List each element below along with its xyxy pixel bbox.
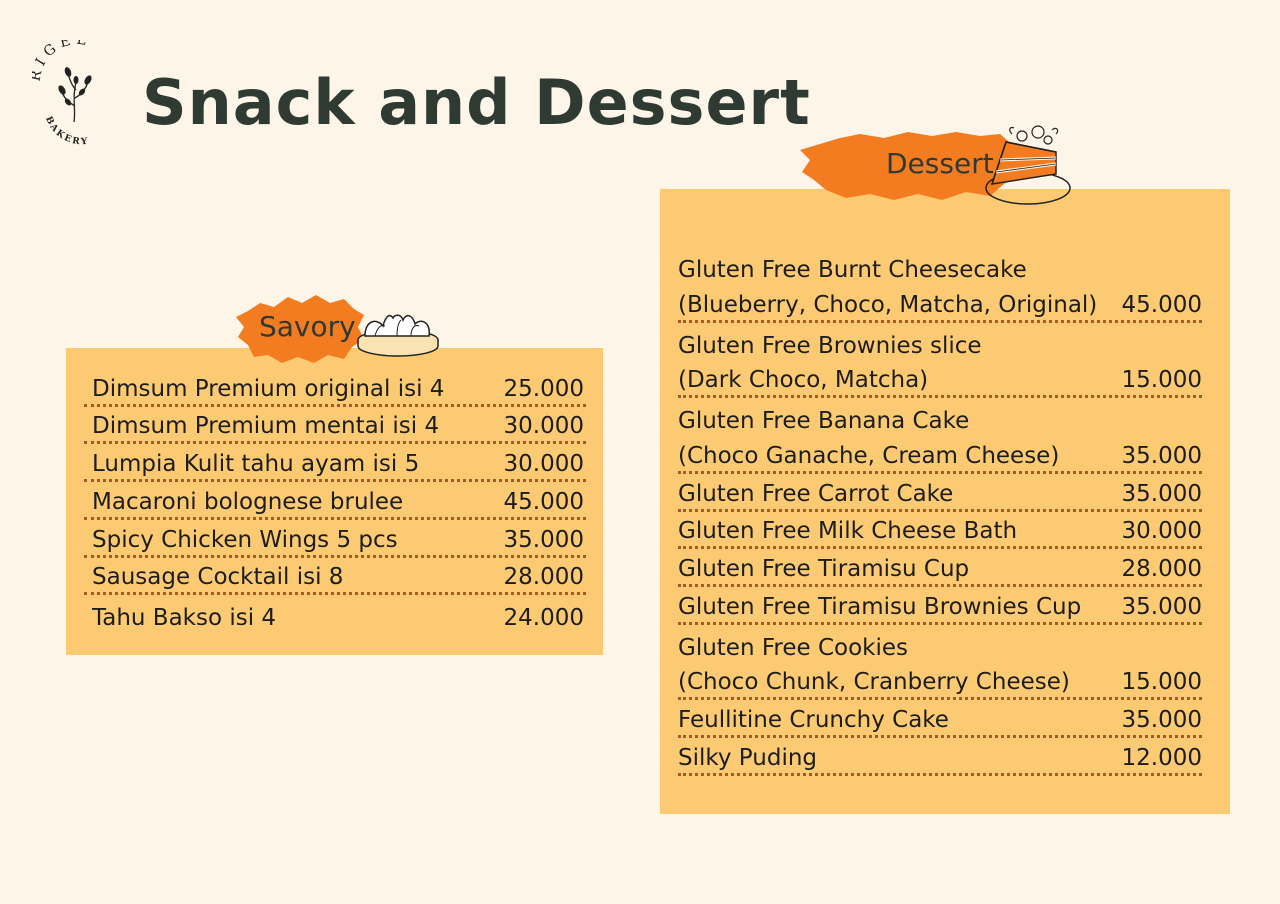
item-price: 28.000	[503, 564, 584, 590]
item-name: Gluten Free Milk Cheese Bath	[678, 518, 1018, 544]
rigel-bakery-logo-icon	[32, 40, 122, 150]
item-name: Silky Puding	[678, 745, 818, 771]
item-name: Dimsum Premium original isi 4	[92, 376, 445, 402]
item-name: Spicy Chicken Wings 5 pcs	[92, 527, 398, 553]
item-name: Gluten Free Banana Cake	[678, 408, 970, 434]
list-item	[84, 487, 586, 520]
list-item	[678, 630, 1202, 663]
item-price: 25.000	[503, 376, 584, 402]
item-price: 28.000	[1121, 556, 1202, 582]
list-item	[678, 667, 1202, 700]
list-item	[678, 365, 1202, 398]
list-item	[678, 592, 1202, 625]
item-name: Macaroni bolognese brulee	[92, 489, 404, 515]
item-name: Sausage Cocktail isi 8	[92, 564, 344, 590]
item-price: 35.000	[1121, 443, 1202, 469]
item-price: 15.000	[1121, 367, 1202, 393]
item-name: (Blueberry, Choco, Matcha, Original)	[678, 292, 1098, 318]
logo-top-text: IGEL	[32, 40, 92, 69]
dimsum-icon	[355, 296, 441, 358]
item-price: 35.000	[1121, 707, 1202, 733]
list-item	[678, 743, 1202, 776]
list-item	[678, 252, 1202, 285]
list-item	[678, 479, 1202, 512]
item-price: 15.000	[1121, 669, 1202, 695]
list-item	[678, 328, 1202, 361]
savory-heading: Savory	[259, 310, 356, 343]
list-item	[84, 411, 586, 444]
dessert-heading: Dessert	[886, 147, 994, 180]
item-price: 12.000	[1121, 745, 1202, 771]
list-item	[84, 600, 586, 633]
item-name: (Choco Chunk, Cranberry Cheese)	[678, 669, 1070, 695]
item-price: 35.000	[1121, 594, 1202, 620]
list-item	[84, 562, 586, 595]
item-price: 35.000	[503, 527, 584, 553]
item-name: (Dark Choco, Matcha)	[678, 367, 929, 393]
item-price: 30.000	[1121, 518, 1202, 544]
list-item	[678, 290, 1202, 323]
item-name: Tahu Bakso isi 4	[92, 605, 277, 631]
item-name: Lumpia Kulit tahu ayam isi 5	[92, 451, 420, 477]
list-item	[678, 705, 1202, 738]
svg-text:RIGEL	[32, 40, 92, 83]
list-item	[678, 441, 1202, 474]
list-item	[84, 449, 586, 482]
item-price: 30.000	[503, 451, 584, 477]
list-item	[84, 525, 586, 558]
item-name: Gluten Free Tiramisu Brownies Cup	[678, 594, 1082, 620]
item-name: Gluten Free Cookies	[678, 635, 909, 661]
item-name: Gluten Free Carrot Cake	[678, 481, 954, 507]
cake-slice-icon	[982, 122, 1074, 212]
item-name: Gluten Free Brownies slice	[678, 333, 982, 359]
item-price: 45.000	[1121, 292, 1202, 318]
list-item	[678, 516, 1202, 549]
page-title: Snack and Dessert	[142, 66, 811, 139]
item-price: 35.000	[1121, 481, 1202, 507]
item-price: 45.000	[503, 489, 584, 515]
item-name: Feullitine Crunchy Cake	[678, 707, 949, 733]
item-price: 30.000	[503, 413, 584, 439]
item-price: 24.000	[503, 605, 584, 631]
list-item	[84, 374, 586, 407]
list-item	[678, 554, 1202, 587]
item-name: (Choco Ganache, Cream Cheese)	[678, 443, 1060, 469]
list-item	[678, 403, 1202, 436]
logo-bottom-text: BAKERY	[42, 115, 90, 148]
item-name: Gluten Free Tiramisu Cup	[678, 556, 970, 582]
item-name: Dimsum Premium mentai isi 4	[92, 413, 440, 439]
svg-text:BAKERY	[43, 115, 90, 147]
item-name: Gluten Free Burnt Cheesecake	[678, 257, 1027, 283]
